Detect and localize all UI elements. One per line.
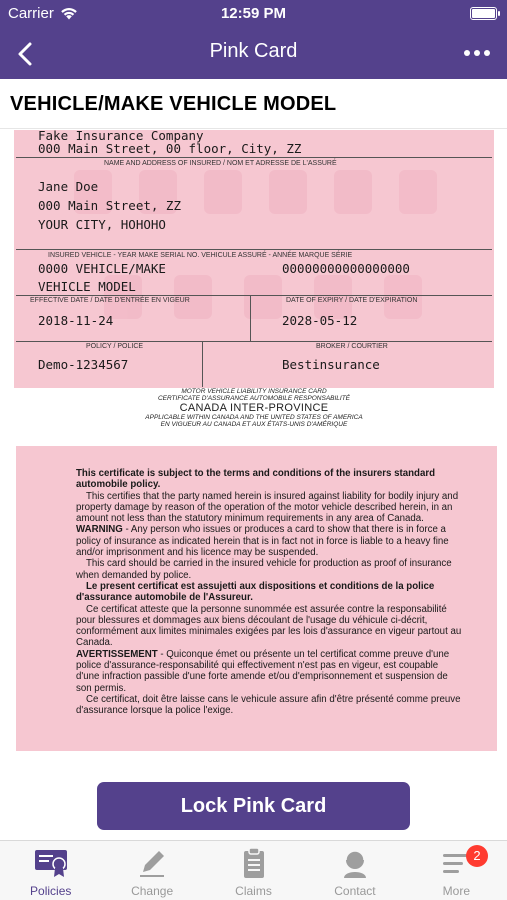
clipboard-icon (237, 847, 271, 879)
card-caption-title: CANADA INTER-PROVINCE (179, 402, 329, 414)
tab-change[interactable] (101, 841, 202, 900)
divider (202, 341, 203, 387)
warning-paragraph (76, 649, 463, 694)
carrier-label: Carrier (8, 5, 54, 22)
effective-caption: EFFECTIVE DATE / DATE D'ENTRÉE EN VIGEUR (30, 297, 190, 304)
battery-icon (470, 7, 497, 20)
divider (16, 341, 492, 342)
terms-paragraph: Le present certificat est assujetti aux dispositions et conditions de la police d'assurance automobile de l'Assureur. (76, 580, 435, 604)
warning-lead: WARNING (76, 524, 123, 536)
vehicle-make: 0000 VEHICLE/MAKE (38, 261, 166, 276)
tab-label: Policies (30, 884, 72, 898)
pencil-icon (135, 847, 169, 879)
policy-certificate-icon (34, 847, 68, 879)
status-bar (0, 0, 507, 28)
divider (250, 295, 251, 341)
tab-more[interactable] (406, 841, 507, 900)
vehicle-model: VEHICLE MODEL (38, 279, 136, 294)
terms-paragraph: This certifies that the party named herein is insured against liability for bodily injury and property damage by reason of the operation of the motor vehicle described herein, in an amount not less than the statutory minimum requirements in any area of Canada. (76, 490, 459, 525)
support-agent-icon (338, 847, 372, 879)
expiry-date: 2028-05-12 (282, 313, 358, 328)
ellipsis-icon[interactable] (461, 41, 493, 65)
card-caption-line: MOTOR VEHICLE LIABILITY INSURANCE CARD (181, 388, 327, 395)
broker-name: Bestinsurance (282, 357, 380, 372)
expiry-caption: DATE OF EXPIRY / DATE D'EXPIRATION (286, 297, 418, 304)
divider (16, 157, 492, 158)
divider (16, 295, 492, 296)
insurer-address: 000 Main Street, 00 floor, City, ZZ (38, 141, 302, 156)
insurer-name: Fake Insurance Company (38, 130, 204, 143)
terms-paragraph: This certificate is subject to the terms and conditions of the insurers standard automobile policy. (76, 468, 436, 491)
warning-paragraph (76, 524, 463, 558)
insured-city: YOUR CITY, HOHOHO (38, 217, 166, 232)
card-caption-line: EN VIGUEUR AU CANADA ET AUX ÉTATS-UNIS D'AMÉRIQUE (160, 421, 348, 428)
divider (16, 249, 492, 250)
warning-lead: AVERTISSEMENT (76, 648, 158, 660)
tab-label: Change (131, 884, 174, 898)
vehicle-title: VEHICLE/MAKE VEHICLE MODEL (10, 93, 337, 115)
policy-caption: POLICY / POLICE (86, 343, 144, 350)
notification-badge: 2 (466, 845, 488, 867)
nav-bar (0, 28, 507, 79)
tab-contact[interactable] (304, 841, 405, 900)
pink-card-back (16, 446, 497, 751)
policy-number: Demo-1234567 (38, 357, 129, 372)
lock-pink-card-button[interactable]: Lock Pink Card (97, 782, 410, 830)
vehicle-caption: INSURED VEHICLE - YEAR MAKE SERIAL NO. VEHICULE ASSURÉ - ANNÉE MARQUE SÉRIE (48, 252, 353, 259)
tab-label: Claims (235, 884, 272, 898)
broker-caption: BROKER / COURTIER (316, 343, 388, 350)
tab-bar (0, 840, 507, 900)
insured-caption: NAME AND ADDRESS OF INSURED / NOM ET ADRESSE DE L'ASSURÉ (104, 160, 337, 167)
terms-paragraph: Ce certificat, doit être laisse cans le vehicule assure afin d'être présenté comme preuve d'assurance lorsque la police l'exige. (76, 693, 461, 717)
vehicle-serial: 00000000000000000 (282, 261, 410, 276)
card-caption-line: APPLICABLE WITHIN CANADA AND THE UNITED STATES OF AMERICA (145, 414, 363, 421)
page-title: Pink Card (209, 40, 298, 62)
card-caption (14, 388, 494, 436)
pink-card-front (14, 130, 494, 388)
warning-text: - Any person who issues or produces a card to show that there is in force a policy of insurance as indicated herein that is in fact not in force is liable to a heavy fine and/or imprisonment and his licence may be suspended. (76, 524, 449, 559)
tab-claims[interactable] (203, 841, 304, 900)
terms-paragraph: This card should be carried in the insured vehicle for production as proof of insurance when demanded by police. (76, 558, 452, 581)
terms-paragraph: Ce certificat atteste que la personne sunommée est assurée contre la responsabilité pour blessures et dommages aux biens découlant de l'usage du véhicule ci-décrit, conformément aux limites minimales exigées par les lois d'assurance en vigeur partout au Canada. (76, 603, 462, 649)
warning-text: - Quiconque émet ou présente un tel certificat comme preuve d'une police d'assurance-responsabilité qui effectivement n'est pas en vigeur, est coupable d'une infraction passible d'une forte amende et/ou d'emprisonnement et suspension de son permis. (76, 648, 450, 694)
vehicle-header (0, 79, 507, 129)
card-caption-line: CERTIFICATE D'ASSURANCE AUTOMOBILE RESPONSABILITÉ (157, 395, 351, 402)
clock: 12:59 PM (220, 5, 287, 22)
insured-name: Jane Doe (38, 179, 99, 194)
tab-label: Contact (334, 884, 376, 898)
tab-label: More (442, 884, 470, 898)
top-bar (0, 0, 507, 79)
content-scroll[interactable] (0, 130, 507, 840)
effective-date: 2018-11-24 (38, 313, 114, 328)
insured-street: 000 Main Street, ZZ (38, 198, 181, 213)
tab-policies[interactable] (0, 841, 101, 900)
